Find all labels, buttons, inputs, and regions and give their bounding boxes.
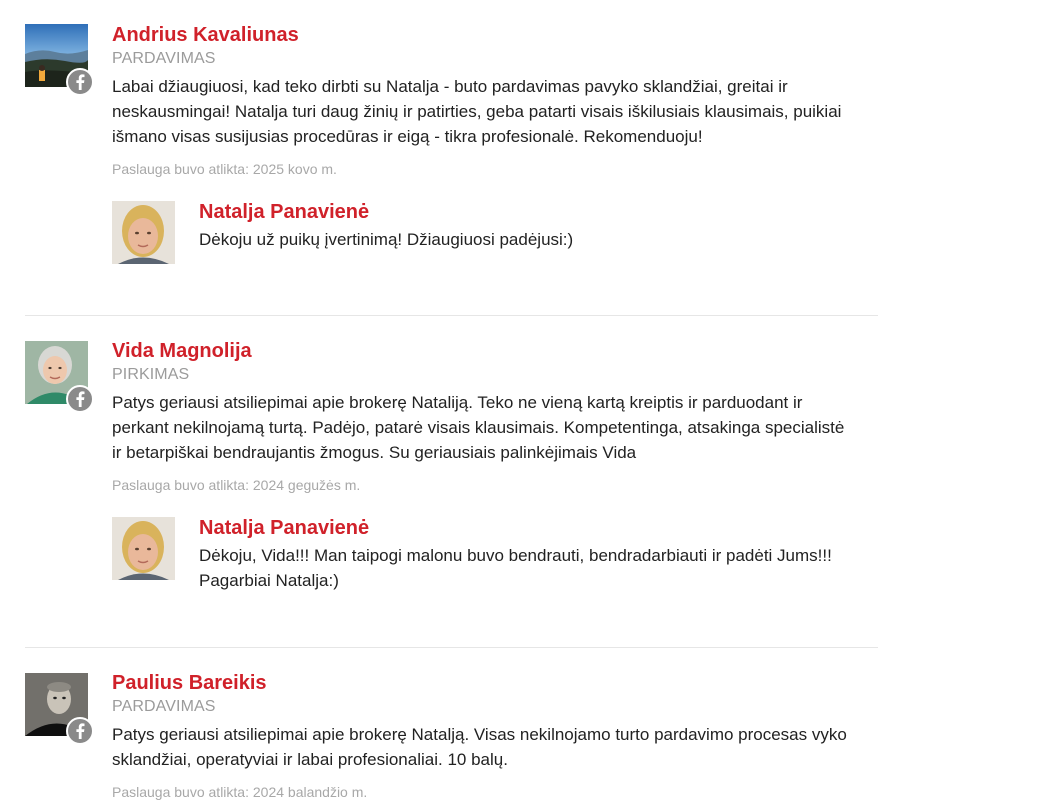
review-text: Patys geriausi atsiliepimai apie brokerę Natalją. Visas nekilnojamo turto pardavimo procesas vyko sklandžiai, operatyviai ir labai profesionaliai. 10 balų. bbox=[112, 725, 847, 769]
review-content bbox=[112, 670, 852, 801]
review-author-name: Andrius Kavaliunas bbox=[112, 24, 299, 46]
review-category: PARDAVIMAS bbox=[112, 50, 216, 67]
review-item bbox=[25, 316, 878, 648]
reviewer-avatar-container bbox=[25, 341, 88, 404]
review-text: Labai džiaugiuosi, kad teko dirbti su Natalja - buto pardavimas pavyko sklandžiai, greitai ir neskausmingai! Natalja turi daug žinių ir patirties, geba patarti visais iškilusiais klausimais, puikiai išmano visas susijusias procedūras ir eigą - tikra profesionalė. Rekomenduoju! bbox=[112, 77, 842, 146]
review-text: Patys geriausi atsiliepimai apie brokerę Nataliją. Teko ne vieną kartą kreiptis ir parduodant ir perkant nekilnojamą turtą. Padėjo, patarė visais klausimais. Kompetentinga, atsakinga specialistė ir betarpiškai bendraujantis žmogus. Su geriausiais palinkėjimais Vida bbox=[112, 393, 845, 462]
review-item bbox=[25, 648, 878, 808]
review-category: PIRKIMAS bbox=[112, 366, 190, 383]
reply-text: Dėkoju už puikų įvertinimą! Džiaugiuosi padėjusi:) bbox=[199, 230, 574, 249]
review-date: Paslauga buvo atlikta: 2025 kovo m. bbox=[112, 161, 337, 177]
reviewer-avatar-container bbox=[25, 24, 88, 87]
review-author-name: Paulius Bareikis bbox=[112, 672, 267, 694]
review-author-name: Vida Magnolija bbox=[112, 340, 252, 362]
reviewer-avatar-container bbox=[25, 673, 88, 736]
review-date: Paslauga buvo atlikta: 2024 gegužės m. bbox=[112, 477, 361, 493]
reply-author-name: Natalja Panavienė bbox=[199, 517, 370, 539]
reply-avatar bbox=[112, 517, 175, 580]
review-content bbox=[112, 22, 852, 265]
reply-body bbox=[199, 199, 859, 252]
review-reply bbox=[112, 517, 852, 590]
review-category: PARDAVIMAS bbox=[112, 698, 216, 715]
review-content bbox=[112, 338, 852, 590]
reply-text: Dėkoju, Vida!!! Man taipogi malonu buvo bendrauti, bendradarbiauti ir padėti Jums!!! Pagarbiai Natalja:) bbox=[199, 546, 832, 590]
reply-body bbox=[199, 515, 859, 593]
reply-author-name: Natalja Panavienė bbox=[199, 201, 370, 223]
review-date: Paslauga buvo atlikta: 2024 balandžio m. bbox=[112, 784, 368, 800]
review-item bbox=[25, 0, 878, 316]
reply-avatar bbox=[112, 201, 175, 264]
facebook-icon bbox=[66, 68, 94, 96]
facebook-icon bbox=[66, 717, 94, 745]
facebook-icon bbox=[66, 385, 94, 413]
review-reply bbox=[112, 201, 852, 265]
reviews-list bbox=[25, 0, 878, 808]
